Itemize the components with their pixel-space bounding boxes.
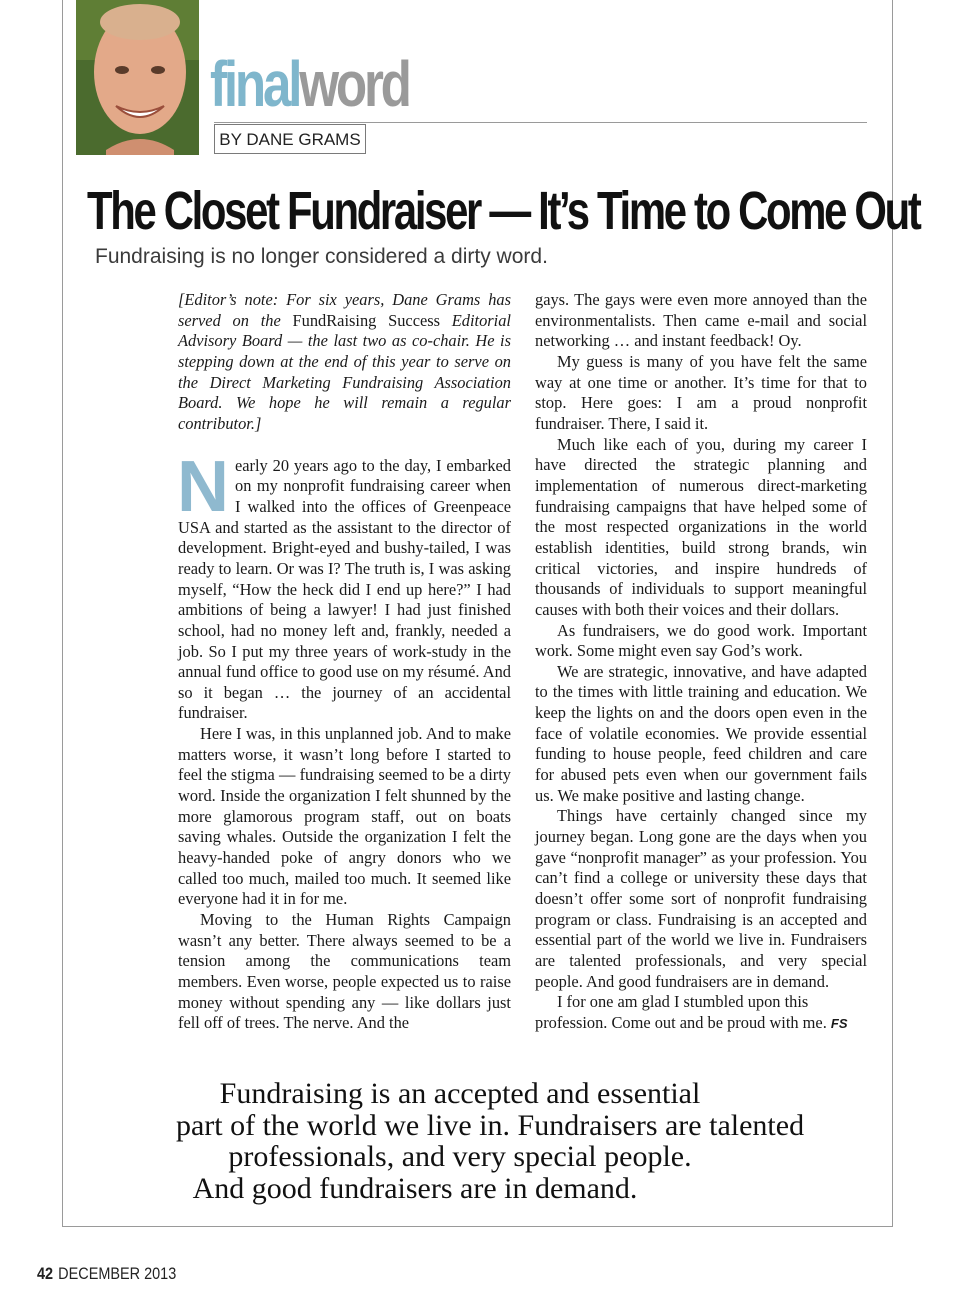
pull-quote-line: professionals, and very special people. bbox=[228, 1140, 692, 1173]
column-title bbox=[210, 48, 409, 120]
pull-quote-line: part of the world we live in. Fundraisers are talented bbox=[175, 1108, 805, 1142]
end-mark: FS bbox=[830, 1015, 848, 1031]
column-title-final: final bbox=[210, 48, 300, 120]
body-paragraph: My guess is many of you have felt the same way at one time or another. It’s time for that to stop. Here goes: I am a proud nonprofit fundraiser. There, I said it. bbox=[535, 351, 867, 433]
body-paragraph: Moving to the Human Rights Campaign wasn’t any better. There always seemed to be a tension among the communications team members. Even worse, people expected us to raise money without spending any — like dollars just fell off of trees. The nerve. And the bbox=[178, 910, 511, 1033]
pull-quote bbox=[130, 1078, 920, 1204]
drop-cap: N bbox=[177, 446, 229, 527]
publication-name: FundRaising Success bbox=[292, 310, 441, 330]
header-rule bbox=[214, 122, 867, 123]
issue-date: DECEMBER 2013 bbox=[58, 1264, 177, 1283]
article-headline: The Closet Fundraiser — It’s Time to Come Out bbox=[87, 181, 920, 241]
column-title-word: word bbox=[299, 48, 409, 120]
page-footer bbox=[37, 1264, 176, 1284]
body-paragraph: We are strategic, innovative, and have adapted to the times with little training and education. We keep the lights on and the doors open even in the face of volatile economies. We provide essential funding to house people, feed children and care for abused pets even when our government fails us. We make positive and lasting change. bbox=[535, 661, 867, 805]
body-paragraph: As fundraisers, we do good work. Important work. Some might even say God’s work. bbox=[535, 620, 867, 661]
body-paragraph: Nearly 20 years ago to the day, I embarked on my nonprofit fundraising career when I walked into the offices of Greenpeace USA and started as the assistant to the director of development. Bright-eyed and bushy-tailed, I was ready to learn. Or was I? The truth is, I was asking myself, “How the heck did I end up here?” I had ambitions of being a lawyer! I had just finished school, had no money left and, frankly, needed a job. So I put my three years of work-study in the annual fund office to good use on my résumé. And so it began … the journey of an accidental fundraiser. bbox=[177, 446, 511, 723]
body-paragraph: Much like each of you, during my career I have directed the strategic planning and implementation of numerous direct-marketing fundraising campaigns that have helped some of the most respected organizations in the world establish identities, build strong brands, win critical victories, and inspire hundreds of thousands of individuals to support meaningful causes with both their voices and their dollars. bbox=[535, 434, 867, 619]
article-column-left bbox=[178, 290, 511, 1034]
article-deck: Fundraising is no longer considered a dirty word. bbox=[95, 245, 548, 268]
editor-note: [Editor’s note: For six years, Dane Grams has served on the FundRaising Success Editorial Advisory Board — the last two as co-chair. He is stepping down at the end of this year to serve on the Direct Marketing Fundraising Association Board. We hope he will remain a regular contributor.] bbox=[178, 290, 511, 433]
pull-quote-line: Fundraising is an accepted and essential bbox=[219, 1077, 701, 1110]
author-photo bbox=[76, 0, 199, 155]
body-paragraph: Things have certainly changed since my journey began. Long gone are the days when you gave “nonprofit manager” as your profession. You can’t find a college or university these days that doesn’t offer some sort of nonprofit fundraising program or class. Fundraising is an accepted and essential part of the world we live in. Fundraisers are talented professionals, and very special people. And good fundraisers are in demand. bbox=[535, 806, 867, 991]
page-number: 42 bbox=[37, 1264, 54, 1283]
body-paragraph: gays. The gays were even more annoyed than the environmentalists. Then came e-mail and social networking … and instant feedback! Oy. bbox=[535, 290, 867, 351]
body-paragraph: Here I was, in this unplanned job. And to make matters worse, it wasn’t long before I started to feel the stigma — fundraising seemed to be a dirty word. Inside the organization I felt shunned by the more glamorous program staff, out on boats saving whales. Outside the organization I felt the heavy-handed poke of angry donors who we called too much, mailed too much. It seemed like everyone had it in for me. bbox=[178, 724, 511, 909]
article-column-right bbox=[535, 290, 867, 1035]
body-paragraph: I for one am glad I stumbled upon this profession. Come out and be proud with me. FS bbox=[535, 992, 848, 1032]
pull-quote-line: And good fundraisers are in demand. bbox=[192, 1171, 638, 1205]
byline: BY DANE GRAMS bbox=[214, 124, 366, 154]
